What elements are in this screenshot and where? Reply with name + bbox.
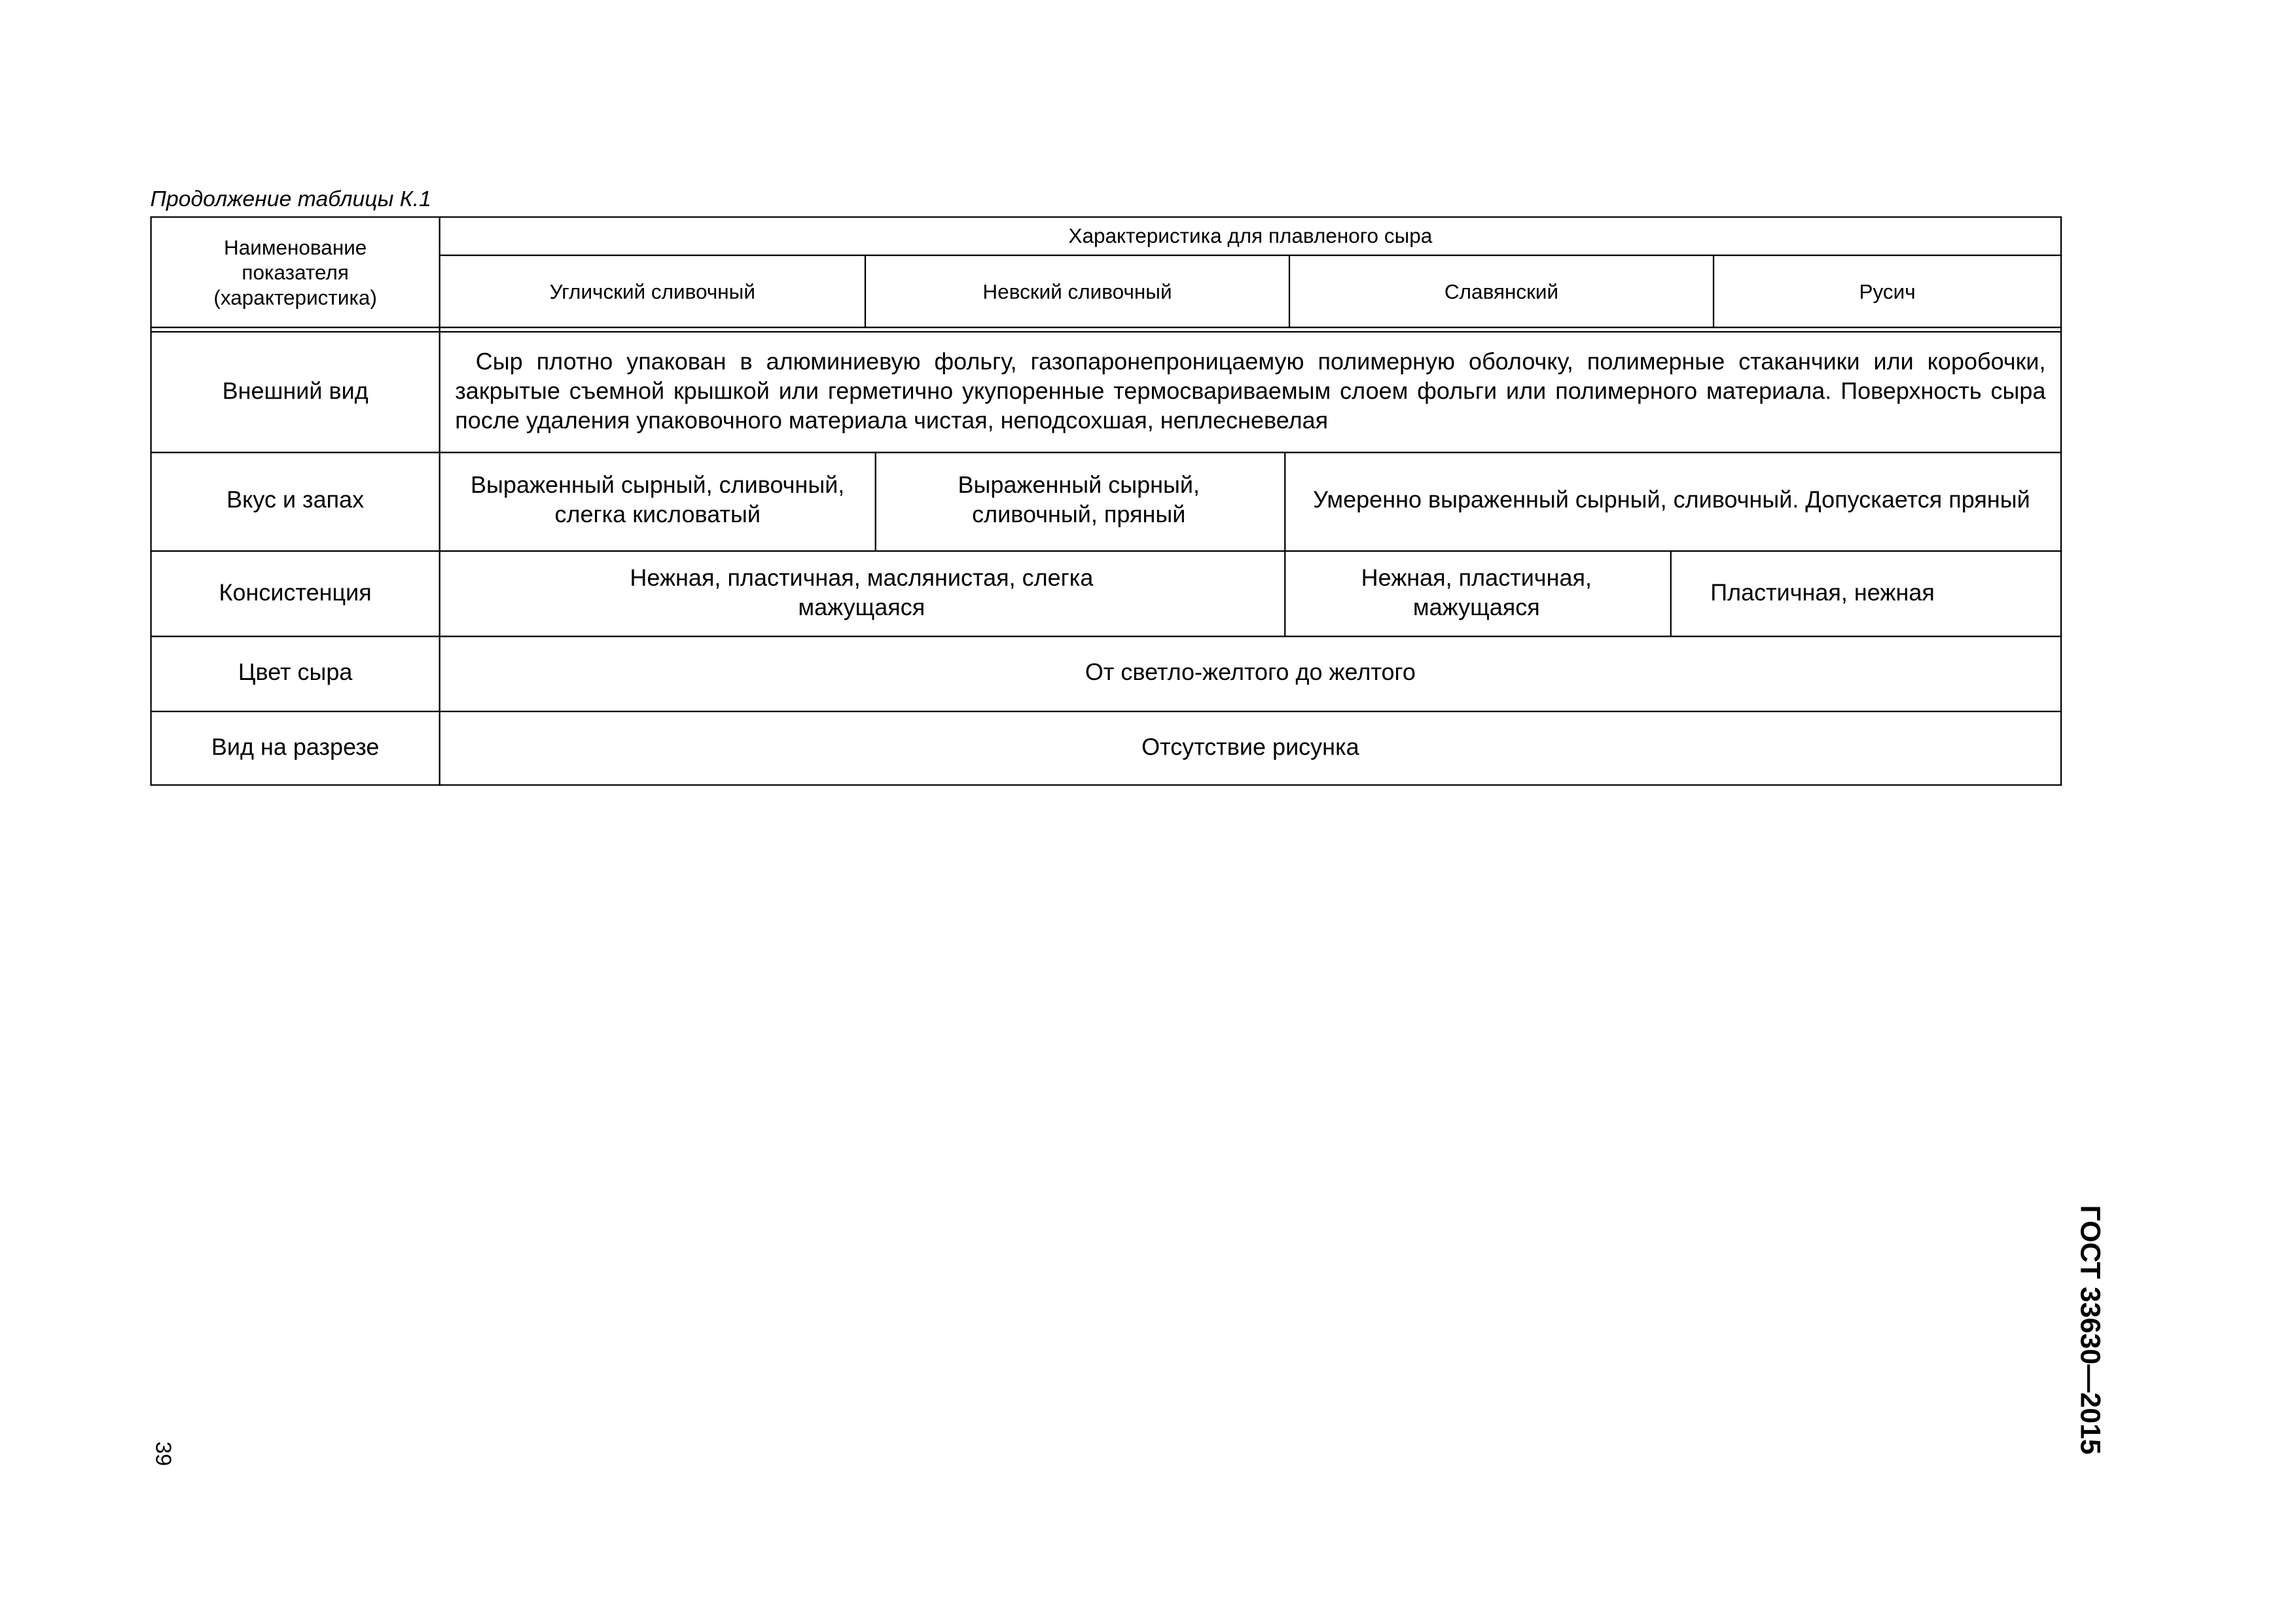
row-taste-value-1 xyxy=(449,454,866,550)
row-color-label xyxy=(152,637,439,711)
row-taste-value-3 xyxy=(1311,454,2033,550)
table-border-right xyxy=(2060,217,2062,786)
row-consistency-label-text: Консистенция xyxy=(219,580,372,606)
row-consistency-value-1-text: Нежная, пластичная, маслянистая, слегка мажущаяся xyxy=(630,565,1094,620)
header-product-uglich-text: Угличский сливочный xyxy=(549,279,755,303)
header-name-text: Наименование показателя (характеристика) xyxy=(213,234,377,309)
row-consistency-value-1 xyxy=(589,552,1134,635)
row-consistency-value-2-text: Нежная, пластичная, мажущаяся xyxy=(1361,565,1592,620)
taste-col-rule-1 xyxy=(875,452,876,552)
header-product-rusich-text: Русич xyxy=(1859,279,1916,303)
header-product-nevsky xyxy=(866,256,1289,327)
header-product-uglich xyxy=(440,256,865,327)
header-double-rule-1 xyxy=(151,327,2062,328)
header-product-slavyansky-text: Славянский xyxy=(1444,279,1559,303)
table-caption: Продолжение таблицы К.1 xyxy=(150,187,431,212)
row-taste-label xyxy=(152,454,439,550)
page-number: 39 xyxy=(150,1441,175,1467)
row-consistency-value-3-text: Пластичная, нежная xyxy=(1710,580,1935,606)
row-consistency-label xyxy=(152,552,439,635)
header-product-nevsky-text: Невский сливочный xyxy=(982,279,1172,303)
row-cut-label xyxy=(152,712,439,784)
header-group xyxy=(440,218,2060,255)
row-cut-label-text: Вид на разрезе xyxy=(211,735,380,760)
row-cut-value-text: Отсутствие рисунка xyxy=(1141,735,1359,760)
header-product-slavyansky xyxy=(1290,256,1713,327)
row-taste-value-3-text: Умеренно выраженный сырный, сливочный. Допускается пряный xyxy=(1313,488,2030,514)
row-color-value-text: От светло-желтого до желтого xyxy=(1085,660,1416,686)
row-appearance-label xyxy=(152,332,439,452)
row-color-value xyxy=(440,637,2060,711)
row-taste-value-1-text: Выраженный сырный, сливочный, слегка кисловатый xyxy=(471,473,845,529)
row-taste-label-text: Вкус и запах xyxy=(226,488,365,514)
header-group-text: Характеристика для плавленого сыра xyxy=(1068,223,1433,247)
row-consistency-value-3 xyxy=(1672,552,1973,635)
standard-designation: ГОСТ 33630—2015 xyxy=(2073,1205,2105,1455)
header-name-column xyxy=(188,218,402,327)
row-taste-value-2-text: Выраженный сырный, сливочный, пряный xyxy=(958,473,1200,529)
row-appearance-value: Сыр плотно упакован в алюминиевую фольгу, газопаронепроницаемую полимерную оболочку, полимерные стаканчики или коробочки, закрытые съемной крышкой или герметично укупоренные термосвариваемым слоем фольги или полимерного материала. Поверхность сыра после удаления упаковочного материала чистая, неподсохшая, неплесневелая xyxy=(455,350,2046,435)
header-product-rusich xyxy=(1714,256,2060,327)
row-cut-value xyxy=(440,712,2060,784)
row-consistency-value-2 xyxy=(1325,552,1627,635)
row-appearance-label-text: Внешний вид xyxy=(222,378,368,404)
row-taste-value-2 xyxy=(920,454,1237,550)
taste-col-rule-2 xyxy=(1284,452,1285,637)
table-border-bottom xyxy=(151,784,2062,785)
row-color-label-text: Цвет сыра xyxy=(238,660,353,686)
